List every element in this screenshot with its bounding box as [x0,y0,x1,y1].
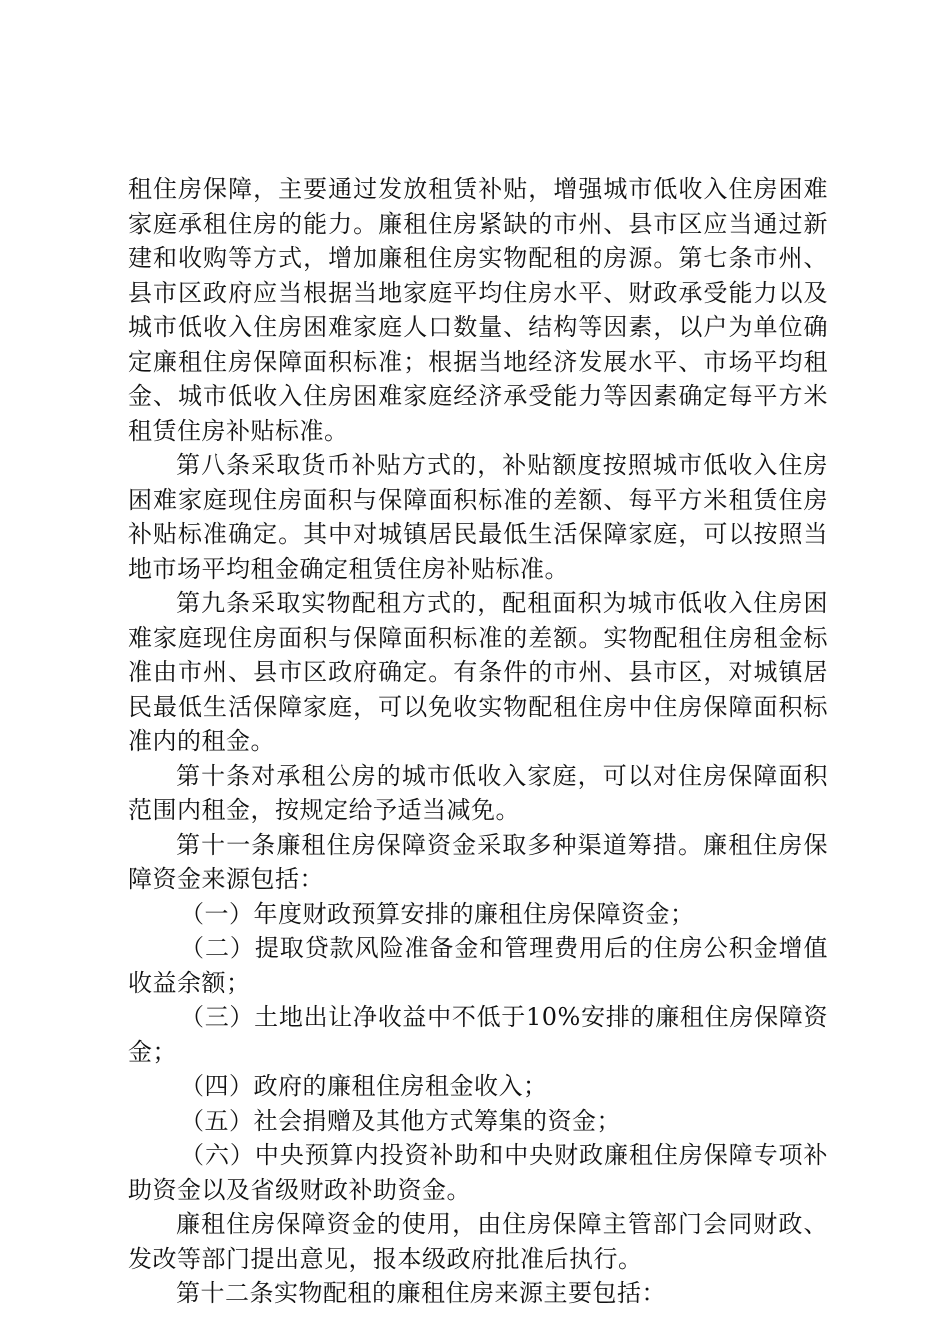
list-item-fund-source-4: （四）政府的廉租住房租金收入； [180,1072,548,1100]
list-item-fund-source-6: （六）中央预算内投资补助和中央财政廉租住房保障专项补助资金以及省级财政补助资金。 [128,1141,828,1204]
document-body [128,172,828,1311]
paragraph-article-11: 第十一条廉租住房保障资金采取多种渠道筹措。廉租住房保障资金来源包括： [128,830,828,893]
paragraph-article-8: 第八条采取货币补贴方式的，补贴额度按照城市低收入住房困难家庭现住房面积与保障面积标准的差额、每平方米租赁住房补贴标准确定。其中对城镇居民最低生活保障家庭，可以按照当地市场平均租金确定租赁住房补贴标准。 [128,451,828,583]
list-item-fund-source-1: （一）年度财政预算安排的廉租住房保障资金； [180,899,695,928]
paragraph-article-12: 第十二条实物配租的廉租住房来源主要包括： [176,1279,666,1307]
list-item-fund-source-5: （五）社会捐赠及其他方式筹集的资金； [180,1106,621,1135]
paragraph-continuation: 租住房保障，主要通过发放租赁补贴，增强城市低收入住房困难家庭承租住房的能力。廉租住房紧缺的市州、县市区应当通过新建和收购等方式，增加廉租住房实物配租的房源。第七条市州、县市区政府应当根据当地家庭平均住房水平、财政承受能力以及城市低收入住房困难家庭人口数量、结构等因素，以户为单位确定廉租住房保障面积标准；根据当地经济发展水平、市场平均租金、城市低收入住房困难家庭经济承受能力等因素确定每平方米租赁住房补贴标准。 [128,175,828,445]
paragraph-fund-usage: 廉租住房保障资金的使用，由住房保障主管部门会同财政、发改等部门提出意见，报本级政府批准后执行。 [128,1210,828,1273]
list-item-fund-source-2: （二）提取贷款风险准备金和管理费用后的住房公积金增值收益余额； [128,934,828,997]
list-item-fund-source-3: （三）土地出让净收益中不低于10%安排的廉租住房保障资金； [128,1003,828,1066]
paragraph-article-10: 第十条对承租公房的城市低收入家庭，可以对住房保障面积范围内租金，按规定给予适当减免。 [128,761,828,824]
paragraph-article-9: 第九条采取实物配租方式的，配租面积为城市低收入住房困难家庭现住房面积与保障面积标准的差额。实物配租住房租金标准由市州、县市区政府确定。有条件的市州、县市区，对城镇居民最低生活保障家庭，可以免收实物配租住房中住房保障面积标准内的租金。 [128,589,828,755]
